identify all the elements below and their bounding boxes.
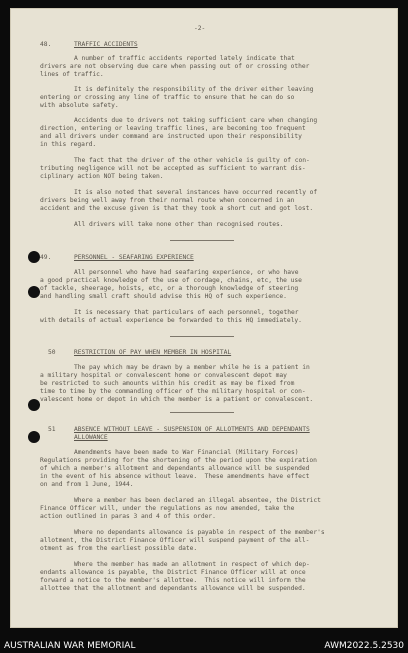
punch-hole bbox=[28, 399, 40, 411]
body-line: Where the member has made an allotment in respect of which dep- bbox=[74, 561, 310, 568]
section-number: 49. bbox=[40, 254, 52, 261]
body-line: of which a member's allotment and dependants allowance will be suspended bbox=[40, 465, 310, 472]
body-line: valescent home or depot in which the member is a patient or convalescent. bbox=[40, 396, 314, 403]
body-line: accident and the excuse given is that they took a short cut and got lost. bbox=[40, 205, 314, 212]
body-line: Where a member has been declared an illegal absentee, the District bbox=[74, 497, 321, 504]
body-line: with details of actual experience be forwarded to this HQ immediately. bbox=[40, 317, 302, 324]
section-heading: TRAFFIC ACCIDENTS bbox=[74, 41, 138, 48]
body-line: time to time by the commanding officer of the military hospital or con- bbox=[40, 388, 306, 395]
punch-hole bbox=[28, 286, 40, 298]
page-number: -2- bbox=[194, 25, 206, 32]
body-line: allotment, the District Finance Officer will suspend payment of the all- bbox=[40, 537, 310, 544]
body-line: be restricted to such amounts within his credit as may be fixed from bbox=[40, 380, 295, 387]
section-number: 48. bbox=[40, 41, 52, 48]
body-line: The pay which may be drawn by a member while he is a patient in bbox=[74, 364, 310, 371]
body-line: a military hospital or convalescent home or convalescent depot may bbox=[40, 372, 287, 379]
body-line: It is also noted that several instances have occurred recently of bbox=[74, 189, 318, 196]
body-line: with absolute safety. bbox=[40, 102, 119, 109]
body-line: entering or crossing any line of traffic to ensure that he can do so bbox=[40, 94, 295, 101]
body-line: direction, entering or leaving traffic lines, are becoming too frequent bbox=[40, 125, 306, 132]
body-line: otment as from the earliest possible date. bbox=[40, 545, 198, 552]
body-line: of tackle, sheerage, hoists, etc, or a thorough knowledge of steering bbox=[40, 285, 299, 292]
body-line: and all drivers under command are instructed upon their responsibility bbox=[40, 133, 302, 140]
body-line: action outlined in paras 3 and 4 of this order. bbox=[40, 513, 216, 520]
body-line: lines of traffic. bbox=[40, 71, 104, 78]
body-line: drivers are not observing due care when passing out of or crossing other bbox=[40, 63, 310, 70]
body-line: Where no dependants allowance is payable in respect of the member's bbox=[74, 529, 325, 536]
archive-footer bbox=[0, 640, 408, 653]
body-line: endants allowance is payable, the District Finance Officer will at once bbox=[40, 569, 306, 576]
body-line: Finance Officer will, under the regulations as now amended, take the bbox=[40, 505, 295, 512]
body-line: in this regard. bbox=[40, 141, 97, 148]
section-heading: ABSENCE WITHOUT LEAVE - SUSPENSION OF ALLOTMENTS AND DEPENDANTS bbox=[74, 426, 310, 433]
body-line: allottee that the allotment and dependants allowance will be suspended. bbox=[40, 585, 306, 592]
body-line: Accidents due to drivers not taking sufficient care when changing bbox=[74, 117, 318, 124]
section-heading-continued: ALLOWANCE bbox=[74, 434, 108, 441]
footer-reference: AWM2022.5.2530 bbox=[324, 641, 404, 651]
section-divider bbox=[170, 336, 234, 337]
document-page bbox=[10, 8, 398, 628]
body-line: It is necessary that particulars of each personnel, together bbox=[74, 309, 299, 316]
body-line: on and from 1 June, 1944. bbox=[40, 481, 134, 488]
footer-institution: AUSTRALIAN WAR MEMORIAL bbox=[4, 641, 136, 651]
section-heading: PERSONNEL - SEAFARING EXPERIENCE bbox=[74, 254, 194, 261]
section-divider bbox=[170, 412, 234, 413]
punch-hole bbox=[28, 431, 40, 443]
body-line: tributing negligence will not be accepted as sufficient to warrant dis- bbox=[40, 165, 306, 172]
body-line: Amendments have been made to War Financial (Military Forces) bbox=[74, 449, 299, 456]
body-line: All personnel who have had seafaring experience, or who have bbox=[74, 269, 299, 276]
body-line: The fact that the driver of the other vehicle is guilty of con- bbox=[74, 157, 310, 164]
body-line: in the event of his absence without leave. These amendments have effect bbox=[40, 473, 310, 480]
section-heading: RESTRICTION OF PAY WHEN MEMBER IN HOSPITAL bbox=[74, 349, 232, 356]
body-line: ciplinary action NOT being taken. bbox=[40, 173, 164, 180]
punch-hole bbox=[28, 251, 40, 263]
section-number: 50 bbox=[48, 349, 56, 356]
body-line: It is definitely the responsibility of the driver either leaving bbox=[74, 86, 314, 93]
body-line: a good practical knowledge of the use of cordage, chains, etc, the use bbox=[40, 277, 302, 284]
body-line: and handling small craft should advise this HQ of such experience. bbox=[40, 293, 287, 300]
body-line: drivers being well away from their normal route when concerned in an bbox=[40, 197, 295, 204]
body-line: Regulations providing for the shortening of the period upon the expiration bbox=[40, 457, 317, 464]
section-divider bbox=[170, 240, 234, 241]
section-number: 51 bbox=[48, 426, 56, 433]
body-line: forward a notice to the member's allottee. This notice will inform the bbox=[40, 577, 306, 584]
body-line: All drivers will take none other than recognised routes. bbox=[74, 221, 284, 228]
body-line: A number of traffic accidents reported lately indicate that bbox=[74, 55, 295, 62]
